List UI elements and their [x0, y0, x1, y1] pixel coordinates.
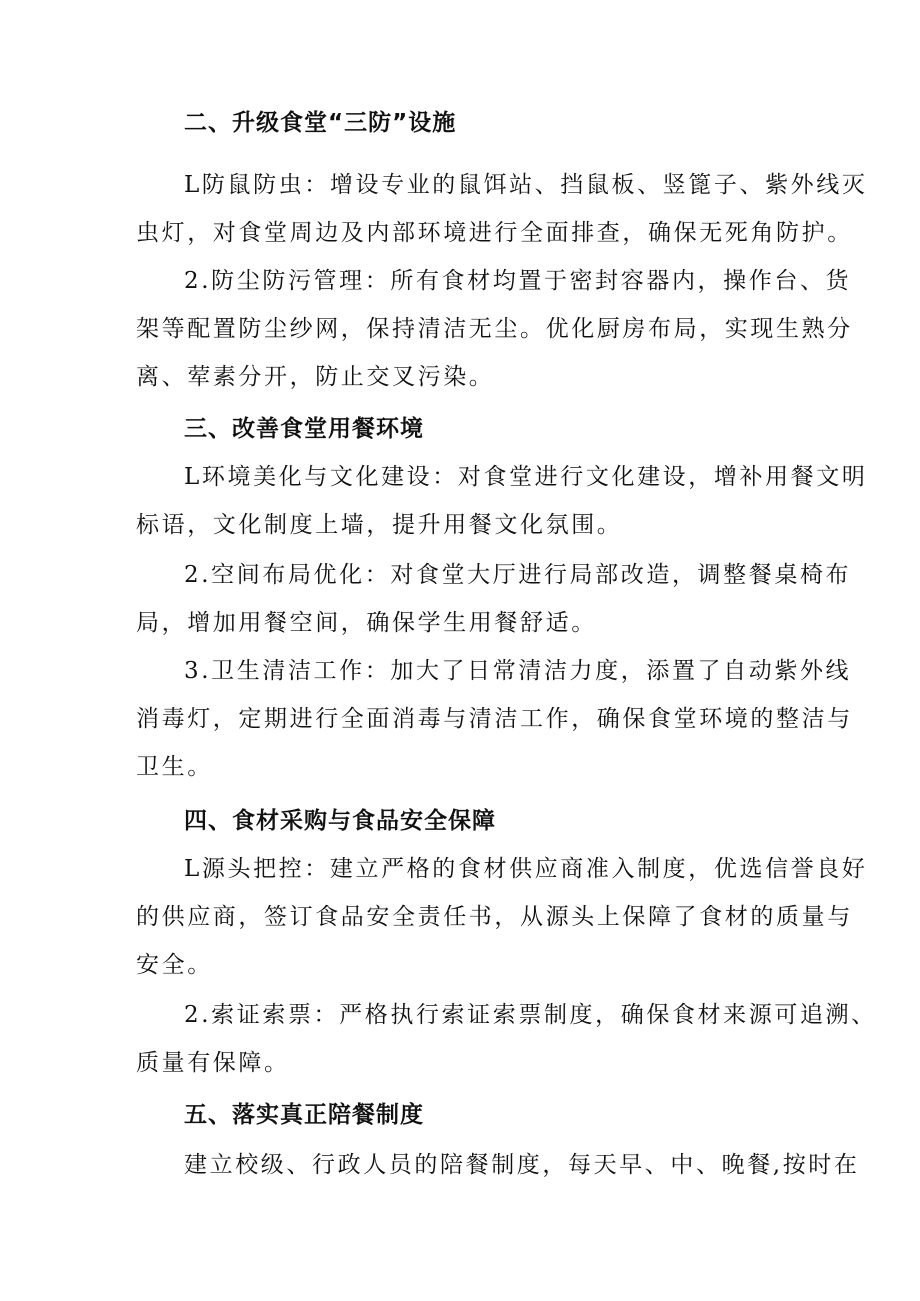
paragraph-line: 离、荤素分开，防止交叉污染。	[136, 364, 495, 390]
paragraph-line: 2.索证索票：严格执行索证索票制度，确保食材来源可追溯、	[184, 1002, 877, 1028]
paragraph-line: 2.防尘防污管理：所有食材均置于密封容器内，操作台、货	[184, 268, 852, 294]
paragraph-line: 的供应商，签订食品安全责任书，从源头上保障了食材的质量与	[136, 904, 853, 930]
paragraph-line: L环境美化与文化建设：对食堂进行文化建设，增补用餐文明	[184, 464, 868, 490]
section-heading-3: 三、改善食堂用餐环境	[184, 416, 424, 442]
paragraph-line: 卫生。	[136, 754, 213, 780]
section-heading-4: 四、食材采购与食品安全保障	[184, 808, 496, 834]
paragraph-line: 消毒灯，定期进行全面消毒与清洁工作，确保食堂环境的整洁与	[136, 706, 853, 732]
paragraph-line: 架等配置防尘纱网，保持清洁无尘。优化厨房布局，实现生熟分	[136, 316, 853, 342]
paragraph-line: L源头把控：建立严格的食材供应商准入制度，优选信誉良好	[184, 856, 868, 882]
paragraph-line: 3.卫生清洁工作：加大了日常清洁力度，添置了自动紫外线	[184, 658, 852, 684]
paragraph-line: 质量有保障。	[136, 1050, 290, 1076]
section-heading-2: 二、升级食堂“三防”设施	[184, 110, 457, 136]
paragraph-line: 虫灯，对食堂周边及内部环境进行全面排查，确保无死角防护。	[136, 220, 853, 246]
paragraph-line: 局，增加用餐空间，确保学生用餐舒适。	[136, 610, 597, 636]
section-heading-5: 五、落实真正陪餐制度	[184, 1102, 424, 1128]
paragraph-line: 2.空间布局优化：对食堂大厅进行局部改造，调整餐桌椅布	[184, 562, 852, 588]
paragraph-line: 安全。	[136, 952, 213, 978]
paragraph-line: 标语，文化制度上墙，提升用餐文化氛围。	[136, 512, 623, 538]
paragraph-line: L防鼠防虫：增设专业的鼠饵站、挡鼠板、竖篦子、紫外线灭	[184, 172, 868, 198]
paragraph-line: 建立校级、行政人员的陪餐制度，每天早、中、晚餐,按时在	[184, 1152, 860, 1178]
